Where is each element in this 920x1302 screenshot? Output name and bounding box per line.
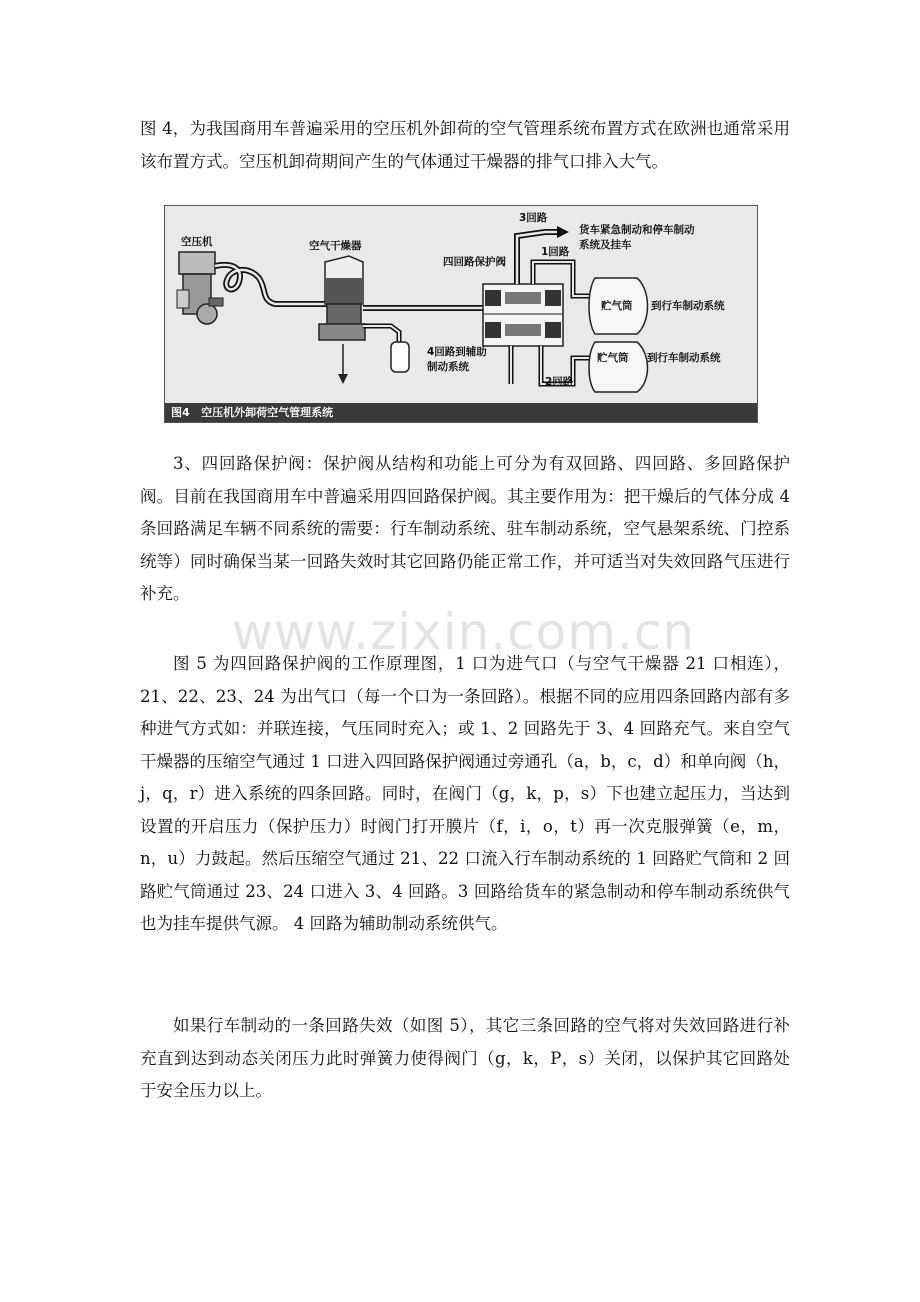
label-circuit-4-line2: 制动系统 [427, 361, 469, 373]
paragraph-intro: 图 4，为我国商用车普遍采用的空压机外卸荷的空气管理系统布置方式在欧洲也通常采用该布置方式。空压机卸荷期间产生的气体通过干燥器的排气口排入大气。 [140, 119, 790, 171]
label-truck-brake-line2: 系统及挂车 [579, 239, 632, 251]
air-dryer-drawing [319, 256, 365, 384]
label-circuit-4-line1: 4回路到辅助 [427, 346, 487, 358]
figure-caption-number: 图4 [171, 406, 190, 419]
label-four-circuit-valve: 四回路保护阀 [443, 256, 506, 268]
watermark: www.zixin.com.cn [232, 603, 696, 661]
four-circuit-valve-drawing [483, 284, 563, 346]
label-circuit-3: 3回路 [519, 212, 548, 224]
paragraph-failure-case: 如果行车制动的一条回路失效（如图 5），其它三条回路的空气将对失效回路进行补充直到达到动态关闭压力此时弹簧力使得阀门（g，k，P，s）关闭，以保护其它回路处于安全压力以上。 [140, 1016, 790, 1100]
system-diagram [165, 206, 758, 423]
paragraph-four-circuit-valve: 3、四回路保护阀：保护阀从结构和功能上可分为有双回路、四回路、多回路保护阀。目前在我国商用车中普遍采用四回路保护阀。其主要作用为：把干燥后的气体分成 4 条回路满足车辆不同系统的需要：行车制动系统、驻车制动系统，空气悬架系统、门控系统等）同时确保当某一回路失效时其它回路仍能正常工作，并可适当对失效回路气压进行补充。 [140, 454, 790, 603]
label-reservoir-2-destination: 到行车制动系统 [647, 352, 721, 364]
paragraph-working-principle: 图 5 为四回路保护阀的工作原理图，1 口为进气口（与空气干燥器 21 口相连），21、22、23、24 为出气口（每一个口为一条回路）。根据不同的应用四条回路内部有多种进气方式如：并联连接，气压同时充入；或 1、2 回路先于 3、4 回路充气。来自空气干燥器的压缩空气通过 1 口进入四回路保护阀通过旁通孔（a，b，c，d）和单向阀（h，j，q，r）进入系统的四条回路。同时，在阀门（g，k，p，s）下也建立起压力，当达到设置的开启压力（保护压力）时阀门打开膜片（f，i，o，t）再一次克服弹簧（e，m，n，u）力鼓起。然后压缩空气通过 21、22 口流入行车制动系统的 1 回路贮气筒和 2 回路贮气筒通过 23、24 口进入 3、4 回路。3 回路给货车的紧急制动和停车制动系统供气也为挂车提供气源。 4 回路为辅助制动系统供气。 [140, 654, 790, 933]
figure-caption-bar [165, 403, 757, 422]
figure-air-management-system [164, 205, 758, 423]
label-reservoir-1: 贮气筒 [601, 300, 633, 312]
label-truck-brake-line1: 货车紧急制动和停车制动 [579, 224, 695, 236]
label-reservoir-1-destination: 到行车制动系统 [651, 300, 725, 312]
label-compressor: 空压机 [181, 236, 213, 248]
figure-caption-title: 空压机外卸荷空气管理系统 [201, 406, 334, 419]
label-circuit-2: 2回路 [545, 376, 574, 388]
label-reservoir-2: 贮气筒 [597, 352, 629, 364]
label-circuit-1: 1回路 [541, 246, 570, 258]
figure-caption [171, 404, 333, 420]
reservoir-2-drawing [589, 342, 648, 392]
label-air-dryer: 空气干燥器 [309, 240, 362, 252]
aux-tank-drawing [391, 342, 409, 372]
